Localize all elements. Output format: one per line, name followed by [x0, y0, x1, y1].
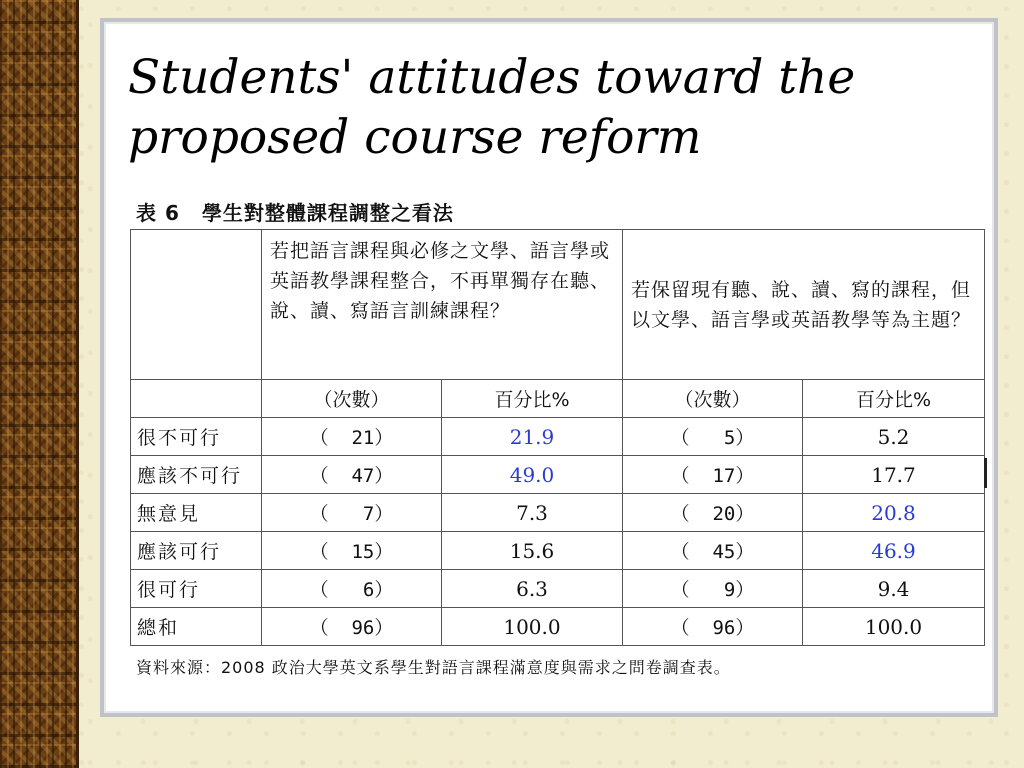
subheader-count-1: （次數）	[262, 380, 442, 418]
count-cell: （ 20）	[623, 494, 803, 532]
wood-border-decoration	[0, 0, 76, 768]
survey-table	[130, 229, 985, 646]
question-1-header: 若把語言課程與必修之文學、語言學或英語教學課程整合，不再單獨存在聽、說、讀、寫語言訓練課程？	[262, 230, 623, 380]
row-label: 總和	[131, 608, 262, 646]
row-label: 很可行	[131, 570, 262, 608]
row-label: 應該可行	[131, 532, 262, 570]
count-cell: （ 17）	[623, 456, 803, 494]
percent-cell: 6.3	[442, 570, 623, 608]
percent-cell: 9.4	[803, 570, 985, 608]
percent-cell: 46.9	[803, 532, 985, 570]
percent-cell: 100.0	[442, 608, 623, 646]
subheader-blank-cell	[131, 380, 262, 418]
count-cell: （ 5）	[623, 418, 803, 456]
table-row	[131, 608, 985, 646]
table-row	[131, 456, 985, 494]
table-label: 表 6	[136, 201, 180, 225]
count-cell: （ 21）	[262, 418, 442, 456]
percent-cell: 49.0	[442, 456, 623, 494]
wood-border-edge	[76, 0, 79, 768]
table-title: 學生對整體課程調整之看法	[201, 201, 454, 225]
subheader-count-2: （次數）	[623, 380, 803, 418]
count-cell: （ 96）	[262, 608, 442, 646]
table-row	[131, 570, 985, 608]
percent-cell: 15.6	[442, 532, 623, 570]
source-note: 資料來源：2008 政治大學英文系學生對語言課程滿意度與需求之問卷調查表。	[136, 658, 731, 677]
percent-cell: 7.3	[442, 494, 623, 532]
table-row	[131, 494, 985, 532]
table-caption	[136, 197, 454, 226]
table-row	[131, 418, 985, 456]
subheader-percent-2: 百分比%	[803, 380, 985, 418]
row-label: 很不可行	[131, 418, 262, 456]
percent-cell: 17.7	[803, 456, 985, 494]
count-cell: （ 7）	[262, 494, 442, 532]
percent-cell: 5.2	[803, 418, 985, 456]
table-row	[131, 532, 985, 570]
count-cell: （ 45）	[623, 532, 803, 570]
subheader-percent-1: 百分比%	[442, 380, 623, 418]
count-cell: （ 47）	[262, 456, 442, 494]
row-label: 應該不可行	[131, 456, 262, 494]
row-label: 無意見	[131, 494, 262, 532]
count-cell: （ 15）	[262, 532, 442, 570]
percent-cell: 100.0	[803, 608, 985, 646]
table-edge-marker	[984, 458, 987, 488]
slide-title: Students' attitudes toward the proposed course reform	[128, 50, 856, 165]
percent-cell: 21.9	[442, 418, 623, 456]
count-cell: （ 9）	[623, 570, 803, 608]
count-cell: （ 6）	[262, 570, 442, 608]
question-2-header: 若保留現有聽、說、讀、寫的課程，但以文學、語言學或英語教學等為主題？	[623, 230, 985, 380]
count-cell: （ 96）	[623, 608, 803, 646]
percent-cell: 20.8	[803, 494, 985, 532]
header-blank-cell	[131, 230, 262, 380]
